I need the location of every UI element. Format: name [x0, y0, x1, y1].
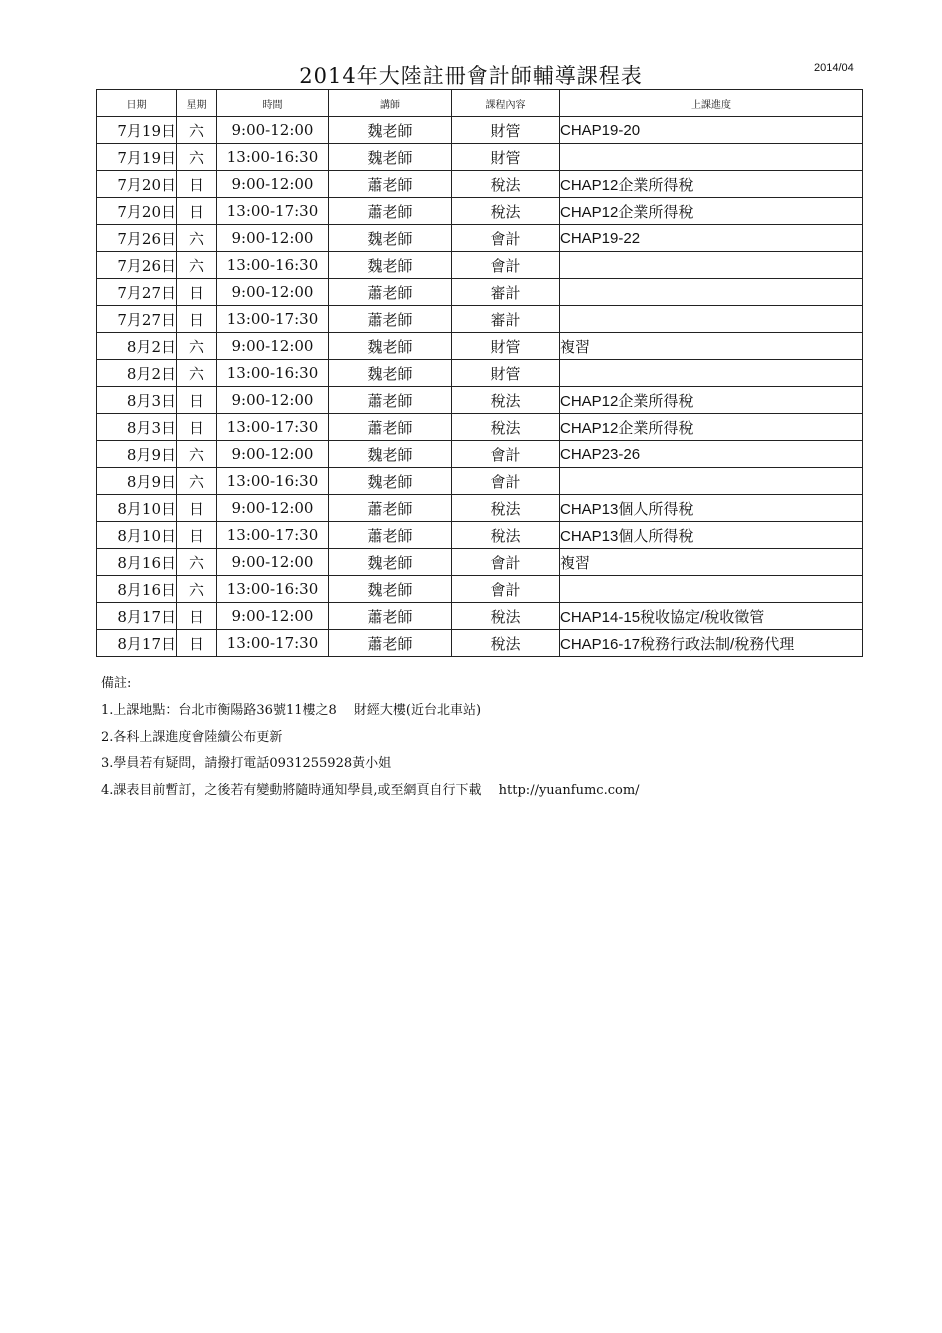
- cell-date: 8月17日: [97, 630, 177, 657]
- header-time: 時間: [217, 90, 329, 117]
- cell-subject: 稅法: [452, 387, 560, 414]
- cell-subject: 稅法: [452, 630, 560, 657]
- header-subject: 課程內容: [452, 90, 560, 117]
- table-row: [97, 171, 863, 198]
- table-row: [97, 144, 863, 171]
- header-day: 星期: [177, 90, 217, 117]
- cell-day: 六: [177, 576, 217, 603]
- cell-subject: 會計: [452, 225, 560, 252]
- cell-day: 日: [177, 630, 217, 657]
- schedule-table-body: [97, 117, 863, 657]
- table-row: [97, 333, 863, 360]
- cell-subject: 會計: [452, 252, 560, 279]
- cell-progress: CHAP12企業所得稅: [560, 171, 863, 198]
- table-row: [97, 252, 863, 279]
- cell-teacher: 蕭老師: [329, 495, 452, 522]
- table-row: [97, 360, 863, 387]
- table-row: [97, 279, 863, 306]
- cell-day: 六: [177, 441, 217, 468]
- cell-date: 8月3日: [97, 387, 177, 414]
- cell-date: 8月17日: [97, 603, 177, 630]
- cell-date: 7月20日: [97, 198, 177, 225]
- schedule-table: [96, 89, 863, 657]
- cell-subject: 審計: [452, 279, 560, 306]
- cell-time: 9:00-12:00: [217, 603, 329, 630]
- cell-date: 7月19日: [97, 144, 177, 171]
- cell-progress: CHAP13個人所得稅: [560, 522, 863, 549]
- cell-time: 13:00-16:30: [217, 468, 329, 495]
- cell-teacher: 魏老師: [329, 225, 452, 252]
- table-row: [97, 117, 863, 144]
- table-row: [97, 198, 863, 225]
- cell-date: 7月19日: [97, 117, 177, 144]
- cell-date: 8月3日: [97, 414, 177, 441]
- cell-progress: CHAP23-26: [560, 441, 863, 468]
- cell-teacher: 魏老師: [329, 549, 452, 576]
- notes-section: [101, 672, 640, 805]
- cell-teacher: 蕭老師: [329, 171, 452, 198]
- cell-teacher: 魏老師: [329, 468, 452, 495]
- cell-time: 9:00-12:00: [217, 225, 329, 252]
- cell-progress: CHAP12企業所得稅: [560, 198, 863, 225]
- cell-date: 7月27日: [97, 279, 177, 306]
- cell-teacher: 蕭老師: [329, 603, 452, 630]
- table-row: [97, 522, 863, 549]
- cell-progress: CHAP19-20: [560, 117, 863, 144]
- notes-heading: 備註:: [101, 676, 132, 691]
- cell-time: 13:00-17:30: [217, 630, 329, 657]
- table-row: [97, 414, 863, 441]
- note-item: 1.上課地點：台北市衡陽路36號11樓之8 財經大樓(近台北車站): [101, 703, 482, 718]
- cell-subject: 財管: [452, 144, 560, 171]
- cell-time: 13:00-16:30: [217, 360, 329, 387]
- cell-day: 日: [177, 171, 217, 198]
- cell-time: 13:00-17:30: [217, 306, 329, 333]
- cell-time: 13:00-16:30: [217, 252, 329, 279]
- cell-progress: CHAP16-17稅務行政法制/稅務代理: [560, 630, 863, 657]
- cell-date: 8月2日: [97, 333, 177, 360]
- date-stamp: 2014/04: [814, 62, 854, 74]
- cell-progress: CHAP19-22: [560, 225, 863, 252]
- schedule-table-header: [97, 90, 863, 117]
- cell-progress: [560, 468, 863, 495]
- cell-progress: [560, 576, 863, 603]
- cell-time: 9:00-12:00: [217, 441, 329, 468]
- cell-subject: 稅法: [452, 522, 560, 549]
- cell-progress: CHAP13個人所得稅: [560, 495, 863, 522]
- cell-teacher: 蕭老師: [329, 198, 452, 225]
- table-row: [97, 603, 863, 630]
- table-row: [97, 495, 863, 522]
- cell-teacher: 蕭老師: [329, 630, 452, 657]
- cell-teacher: 魏老師: [329, 360, 452, 387]
- cell-day: 六: [177, 549, 217, 576]
- cell-progress: [560, 279, 863, 306]
- cell-subject: 會計: [452, 576, 560, 603]
- cell-subject: 稅法: [452, 171, 560, 198]
- cell-day: 六: [177, 333, 217, 360]
- note-item: 4.課表目前暫訂，之後若有變動將隨時通知學員,或至網頁自行下載 http://yuanfumc.com/: [101, 782, 640, 798]
- table-row: [97, 576, 863, 603]
- cell-teacher: 蕭老師: [329, 279, 452, 306]
- cell-teacher: 魏老師: [329, 333, 452, 360]
- cell-teacher: 魏老師: [329, 252, 452, 279]
- table-row: [97, 630, 863, 657]
- cell-date: 8月16日: [97, 549, 177, 576]
- document-title: 2014年大陸註冊會計師輔導課程表: [299, 64, 643, 88]
- cell-subject: 財管: [452, 333, 560, 360]
- cell-time: 9:00-12:00: [217, 279, 329, 306]
- cell-time: 13:00-17:30: [217, 522, 329, 549]
- cell-day: 日: [177, 387, 217, 414]
- cell-subject: 稅法: [452, 198, 560, 225]
- cell-date: 7月27日: [97, 306, 177, 333]
- cell-date: 8月9日: [97, 468, 177, 495]
- cell-progress: [560, 360, 863, 387]
- cell-time: 13:00-17:30: [217, 414, 329, 441]
- cell-progress: [560, 306, 863, 333]
- cell-day: 六: [177, 117, 217, 144]
- cell-day: 日: [177, 414, 217, 441]
- cell-day: 六: [177, 225, 217, 252]
- cell-subject: 會計: [452, 468, 560, 495]
- cell-progress: 複習: [560, 333, 863, 360]
- cell-subject: 稅法: [452, 414, 560, 441]
- cell-date: 8月2日: [97, 360, 177, 387]
- cell-teacher: 魏老師: [329, 117, 452, 144]
- cell-day: 六: [177, 360, 217, 387]
- cell-date: 8月16日: [97, 576, 177, 603]
- cell-teacher: 蕭老師: [329, 414, 452, 441]
- table-row: [97, 225, 863, 252]
- header-row: [97, 90, 863, 117]
- cell-subject: 財管: [452, 117, 560, 144]
- cell-progress: CHAP12企業所得稅: [560, 387, 863, 414]
- cell-day: 日: [177, 198, 217, 225]
- cell-progress: 複習: [560, 549, 863, 576]
- table-row: [97, 387, 863, 414]
- cell-subject: 審計: [452, 306, 560, 333]
- cell-day: 六: [177, 252, 217, 279]
- cell-time: 9:00-12:00: [217, 495, 329, 522]
- cell-progress: CHAP14-15稅收協定/稅收徵管: [560, 603, 863, 630]
- cell-teacher: 蕭老師: [329, 387, 452, 414]
- cell-teacher: 魏老師: [329, 144, 452, 171]
- cell-teacher: 魏老師: [329, 441, 452, 468]
- cell-date: 8月10日: [97, 522, 177, 549]
- cell-subject: 稅法: [452, 603, 560, 630]
- table-row: [97, 468, 863, 495]
- cell-teacher: 蕭老師: [329, 306, 452, 333]
- cell-time: 13:00-17:30: [217, 198, 329, 225]
- cell-subject: 稅法: [452, 495, 560, 522]
- cell-time: 9:00-12:00: [217, 117, 329, 144]
- note-item: 2.各科上課進度會陸續公布更新: [101, 729, 283, 745]
- cell-teacher: 魏老師: [329, 576, 452, 603]
- cell-progress: [560, 252, 863, 279]
- header-teacher: 講師: [329, 90, 452, 117]
- cell-day: 日: [177, 306, 217, 333]
- cell-day: 日: [177, 279, 217, 306]
- cell-day: 六: [177, 144, 217, 171]
- table-row: [97, 549, 863, 576]
- cell-time: 13:00-16:30: [217, 144, 329, 171]
- table-row: [97, 306, 863, 333]
- header-progress: 上課進度: [560, 90, 863, 117]
- cell-time: 9:00-12:00: [217, 171, 329, 198]
- cell-subject: 財管: [452, 360, 560, 387]
- cell-day: 日: [177, 603, 217, 630]
- cell-progress: [560, 144, 863, 171]
- cell-day: 日: [177, 522, 217, 549]
- note-item: 3.學員若有疑問，請撥打電話0931255928黃小姐: [101, 756, 392, 771]
- cell-time: 9:00-12:00: [217, 549, 329, 576]
- cell-progress: CHAP12企業所得稅: [560, 414, 863, 441]
- header-date: 日期: [97, 90, 177, 117]
- cell-subject: 會計: [452, 549, 560, 576]
- cell-date: 7月26日: [97, 225, 177, 252]
- cell-date: 8月10日: [97, 495, 177, 522]
- cell-time: 9:00-12:00: [217, 333, 329, 360]
- cell-date: 7月20日: [97, 171, 177, 198]
- cell-teacher: 蕭老師: [329, 522, 452, 549]
- cell-day: 六: [177, 468, 217, 495]
- cell-day: 日: [177, 495, 217, 522]
- cell-date: 8月9日: [97, 441, 177, 468]
- cell-date: 7月26日: [97, 252, 177, 279]
- cell-subject: 會計: [452, 441, 560, 468]
- table-row: [97, 441, 863, 468]
- cell-time: 9:00-12:00: [217, 387, 329, 414]
- cell-time: 13:00-16:30: [217, 576, 329, 603]
